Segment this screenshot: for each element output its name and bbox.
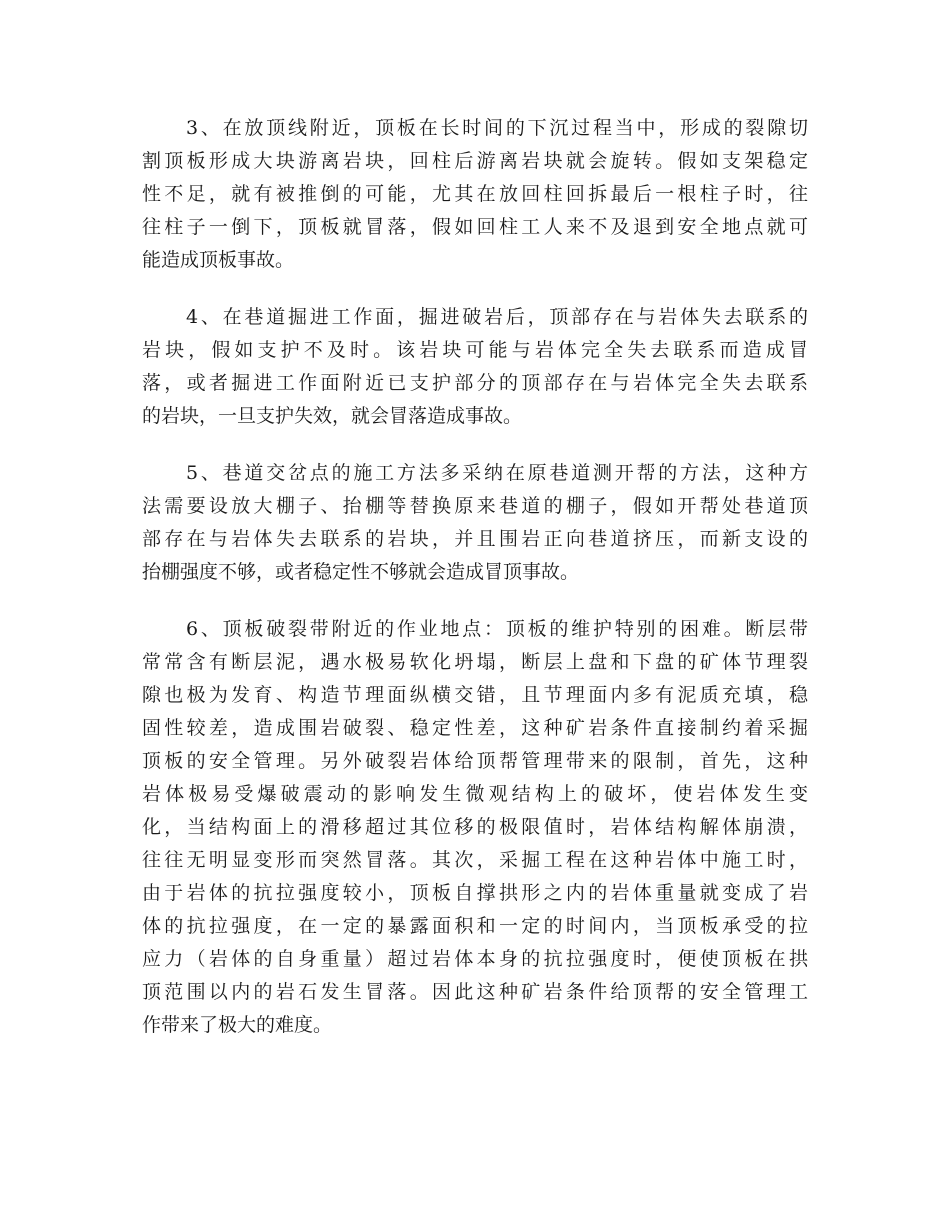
paragraph-line: 体的抗拉强度，在一定的暴露面积和一定的时间内，当顶板承受的拉 [142,915,808,937]
paragraph-3 [142,112,808,277]
paragraph-line: 顶板的安全管理。另外破裂岩体给顶帮管理带来的限制，首先，这种 [142,750,808,772]
paragraph-line: 割顶板形成大块游离岩块，回柱后游离岩块就会旋转。假如支架稳定 [142,150,808,172]
paragraph-line: 岩体极易受爆破震动的影响发生微观结构上的破坏，使岩体发生变 [142,783,808,805]
paragraph-line: 顶范围以内的岩石发生冒落。因此这种矿岩条件给顶帮的安全管理工 [142,981,808,1003]
paragraph-line: 往往无明显变形而突然冒落。其次，采掘工程在这种岩体中施工时， [142,849,808,871]
paragraph-line: 由于岩体的抗拉强度较小，顶板自撑拱形之内的岩体重量就变成了岩 [142,882,808,904]
paragraph-6 [142,613,808,1042]
document-body [142,112,808,1066]
paragraph-line: 6、顶板破裂带附近的作业地点：顶板的维护特别的困难。断层带 [186,618,808,640]
paragraph-line: 3、在放顶线附近，顶板在长时间的下沉过程当中，形成的裂隙切 [186,117,808,139]
paragraph-line: 固性较差，造成围岩破裂、稳定性差，这种矿岩条件直接制约着采掘 [142,717,808,739]
paragraph-line: 化，当结构面上的滑移超过其位移的极限值时，岩体结构解体崩溃， [142,816,808,838]
paragraph-line: 能造成顶板事故。 [142,249,295,271]
paragraph-line: 法需要设放大棚子、抬棚等替换原来巷道的棚子，假如开帮处巷道顶 [142,495,808,517]
paragraph-line: 抬棚强度不够，或者稳定性不够就会造成冒顶事故。 [142,561,580,583]
paragraph-line: 4、在巷道掘进工作面，掘进破岩后，顶部存在与岩体失去联系的 [186,306,808,328]
paragraph-line: 性不足，就有被推倒的可能，尤其在放回柱回拆最后一根柱子时，往 [142,183,808,205]
paragraph-line: 作带来了极大的难度。 [142,1014,333,1036]
paragraph-5 [142,457,808,589]
paragraph-line: 常常含有断层泥，遇水极易软化坍塌，断层上盘和下盘的矿体节理裂 [142,651,808,673]
paragraph-line: 岩块，假如支护不及时。该岩块可能与岩体完全失去联系而造成冒 [142,339,808,361]
paragraph-4 [142,301,808,433]
paragraph-line: 应力（岩体的自身重量）超过岩体本身的抗拉强度时，便使顶板在拱 [142,948,808,970]
paragraph-line: 的岩块，一旦支护失效，就会冒落造成事故。 [142,405,523,427]
paragraph-line: 落，或者掘进工作面附近已支护部分的顶部存在与岩体完全失去联系 [142,372,808,394]
paragraph-line: 5、巷道交岔点的施工方法多采纳在原巷道测开帮的方法，这种方 [186,462,808,484]
paragraph-line: 部存在与岩体失去联系的岩块，并且围岩正向巷道挤压，而新支设的 [142,528,808,550]
paragraph-line: 隙也极为发育、构造节理面纵横交错，且节理面内多有泥质充填，稳 [142,684,808,706]
paragraph-line: 往柱子一倒下，顶板就冒落，假如回柱工人来不及退到安全地点就可 [142,216,808,238]
